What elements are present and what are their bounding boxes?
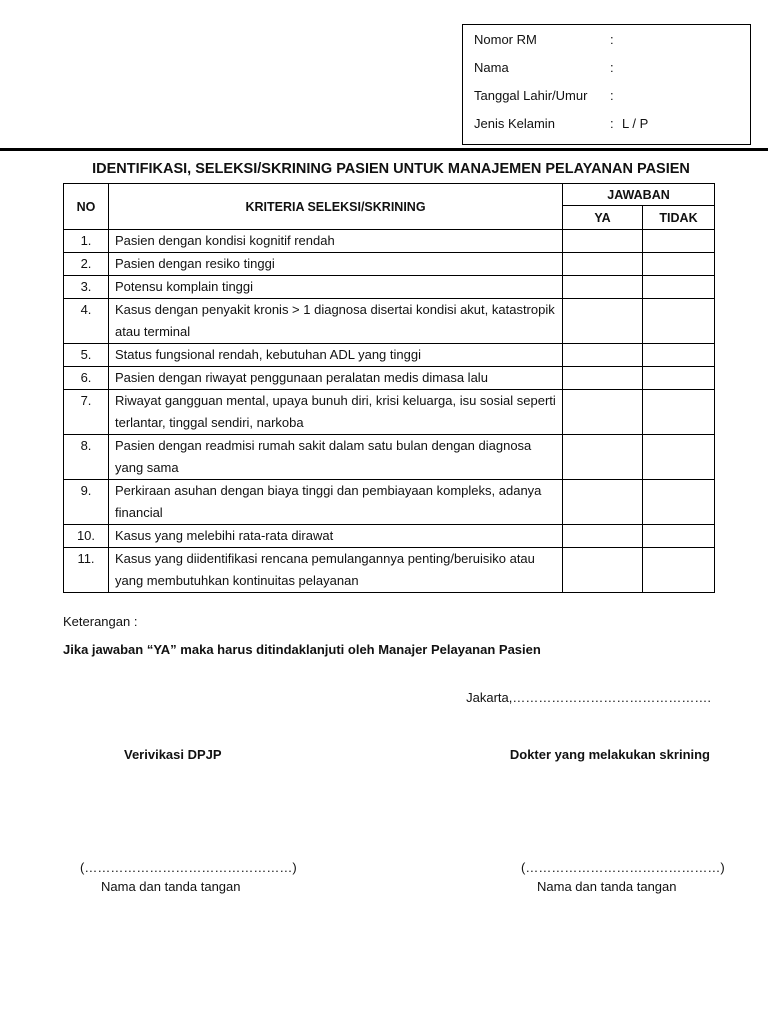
answer-no-cell[interactable]	[643, 548, 715, 593]
screening-table	[63, 183, 715, 593]
field-label: Nama	[474, 60, 509, 75]
signature-right-title: Dokter yang melakukan skrining	[509, 747, 710, 762]
field-colon: :	[610, 88, 614, 103]
signature-right-line: (………………………………………)	[521, 860, 725, 875]
field-tanggal-lahir	[474, 87, 750, 115]
answer-yes-cell[interactable]	[563, 548, 643, 593]
field-value	[620, 87, 622, 115]
answer-no-cell[interactable]	[643, 390, 715, 435]
row-criteria: Pasien dengan resiko tinggi	[109, 253, 563, 276]
field-label: Tanggal Lahir/Umur	[474, 88, 588, 103]
patient-id-box	[462, 24, 751, 145]
answer-no-cell[interactable]	[643, 276, 715, 299]
signature-right-caption: Nama dan tanda tangan	[537, 879, 677, 894]
header-answer: JAWABAN	[563, 184, 715, 206]
row-number: 4.	[64, 299, 109, 344]
answer-no-cell[interactable]	[643, 253, 715, 276]
table-row	[64, 344, 715, 367]
answer-yes-cell[interactable]	[563, 525, 643, 548]
table-row	[64, 230, 715, 253]
field-colon: :	[610, 60, 614, 75]
field-nomor-rm	[474, 31, 750, 59]
answer-no-cell[interactable]	[643, 299, 715, 344]
header-criteria: KRITERIA SELEKSI/SKRINING	[109, 184, 563, 230]
field-value: L / P	[622, 116, 649, 131]
table-row	[64, 390, 715, 435]
field-colon: :	[610, 116, 614, 131]
row-number: 5.	[64, 344, 109, 367]
table-row	[64, 480, 715, 525]
field-colon: :	[610, 32, 614, 47]
field-jenis-kelamin	[474, 115, 750, 143]
table-row	[64, 276, 715, 299]
answer-yes-cell[interactable]	[563, 344, 643, 367]
answer-no-cell[interactable]	[643, 344, 715, 367]
place-date: Jakarta,……………………………………….	[466, 690, 711, 705]
answer-no-cell[interactable]	[643, 480, 715, 525]
field-label: Jenis Kelamin	[474, 116, 555, 131]
answer-no-cell[interactable]	[643, 435, 715, 480]
header-no: NO	[64, 184, 109, 230]
header-divider	[0, 148, 768, 151]
row-number: 11.	[64, 548, 109, 593]
field-value	[620, 59, 622, 87]
answer-no-cell[interactable]	[643, 230, 715, 253]
row-criteria: Potensu komplain tinggi	[109, 276, 563, 299]
row-criteria: Kasus yang diidentifikasi rencana pemulangannya penting/beruisiko atau yang membutuhkan kontinuitas pelayanan	[109, 548, 563, 593]
answer-yes-cell[interactable]	[563, 299, 643, 344]
row-criteria: Kasus dengan penyakit kronis > 1 diagnosa disertai kondisi akut, katastropik atau terminal	[109, 299, 563, 344]
answer-no-cell[interactable]	[643, 367, 715, 390]
row-number: 6.	[64, 367, 109, 390]
table-row	[64, 435, 715, 480]
answer-yes-cell[interactable]	[563, 480, 643, 525]
header-yes: YA	[563, 206, 643, 230]
row-criteria: Pasien dengan kondisi kognitif rendah	[109, 230, 563, 253]
answer-yes-cell[interactable]	[563, 230, 643, 253]
row-number: 7.	[64, 390, 109, 435]
document-title: IDENTIFIKASI, SELEKSI/SKRINING PASIEN UNTUK MANAJEMEN PELAYANAN PASIEN	[92, 161, 690, 177]
row-number: 10.	[64, 525, 109, 548]
row-criteria: Kasus yang melebihi rata-rata dirawat	[109, 525, 563, 548]
answer-yes-cell[interactable]	[563, 390, 643, 435]
table-row	[64, 367, 715, 390]
answer-yes-cell[interactable]	[563, 435, 643, 480]
answer-yes-cell[interactable]	[563, 253, 643, 276]
field-value	[620, 31, 622, 59]
row-criteria: Status fungsional rendah, kebutuhan ADL yang tinggi	[109, 344, 563, 367]
row-criteria: Pasien dengan readmisi rumah sakit dalam satu bulan dengan diagnosa yang sama	[109, 435, 563, 480]
signature-left-caption: Nama dan tanda tangan	[101, 879, 241, 894]
field-label: Nomor RM	[474, 32, 537, 47]
answer-no-cell[interactable]	[643, 525, 715, 548]
row-criteria: Riwayat gangguan mental, upaya bunuh diri, krisi keluarga, isu sosial seperti terlantar, tinggal sendiri, narkoba	[109, 390, 563, 435]
table-header-row	[64, 184, 715, 206]
row-number: 9.	[64, 480, 109, 525]
row-criteria: Perkiraan asuhan dengan biaya tinggi dan pembiayaan kompleks, adanya financial	[109, 480, 563, 525]
signature-left-title: Verivikasi DPJP	[124, 747, 222, 762]
row-number: 2.	[64, 253, 109, 276]
notes-label: Keterangan :	[63, 614, 138, 629]
row-number: 8.	[64, 435, 109, 480]
row-number: 1.	[64, 230, 109, 253]
table-row	[64, 525, 715, 548]
row-criteria: Pasien dengan riwayat penggunaan peralatan medis dimasa lalu	[109, 367, 563, 390]
table-row	[64, 299, 715, 344]
row-number: 3.	[64, 276, 109, 299]
answer-yes-cell[interactable]	[563, 276, 643, 299]
signature-left-line: (…………………………………………)	[80, 860, 297, 875]
header-no-answer: TIDAK	[643, 206, 715, 230]
notes-text: Jika jawaban “YA” maka harus ditindaklanjuti oleh Manajer Pelayanan Pasien	[63, 642, 541, 657]
field-nama	[474, 59, 750, 87]
answer-yes-cell[interactable]	[563, 367, 643, 390]
table-row	[64, 253, 715, 276]
table-row	[64, 548, 715, 593]
